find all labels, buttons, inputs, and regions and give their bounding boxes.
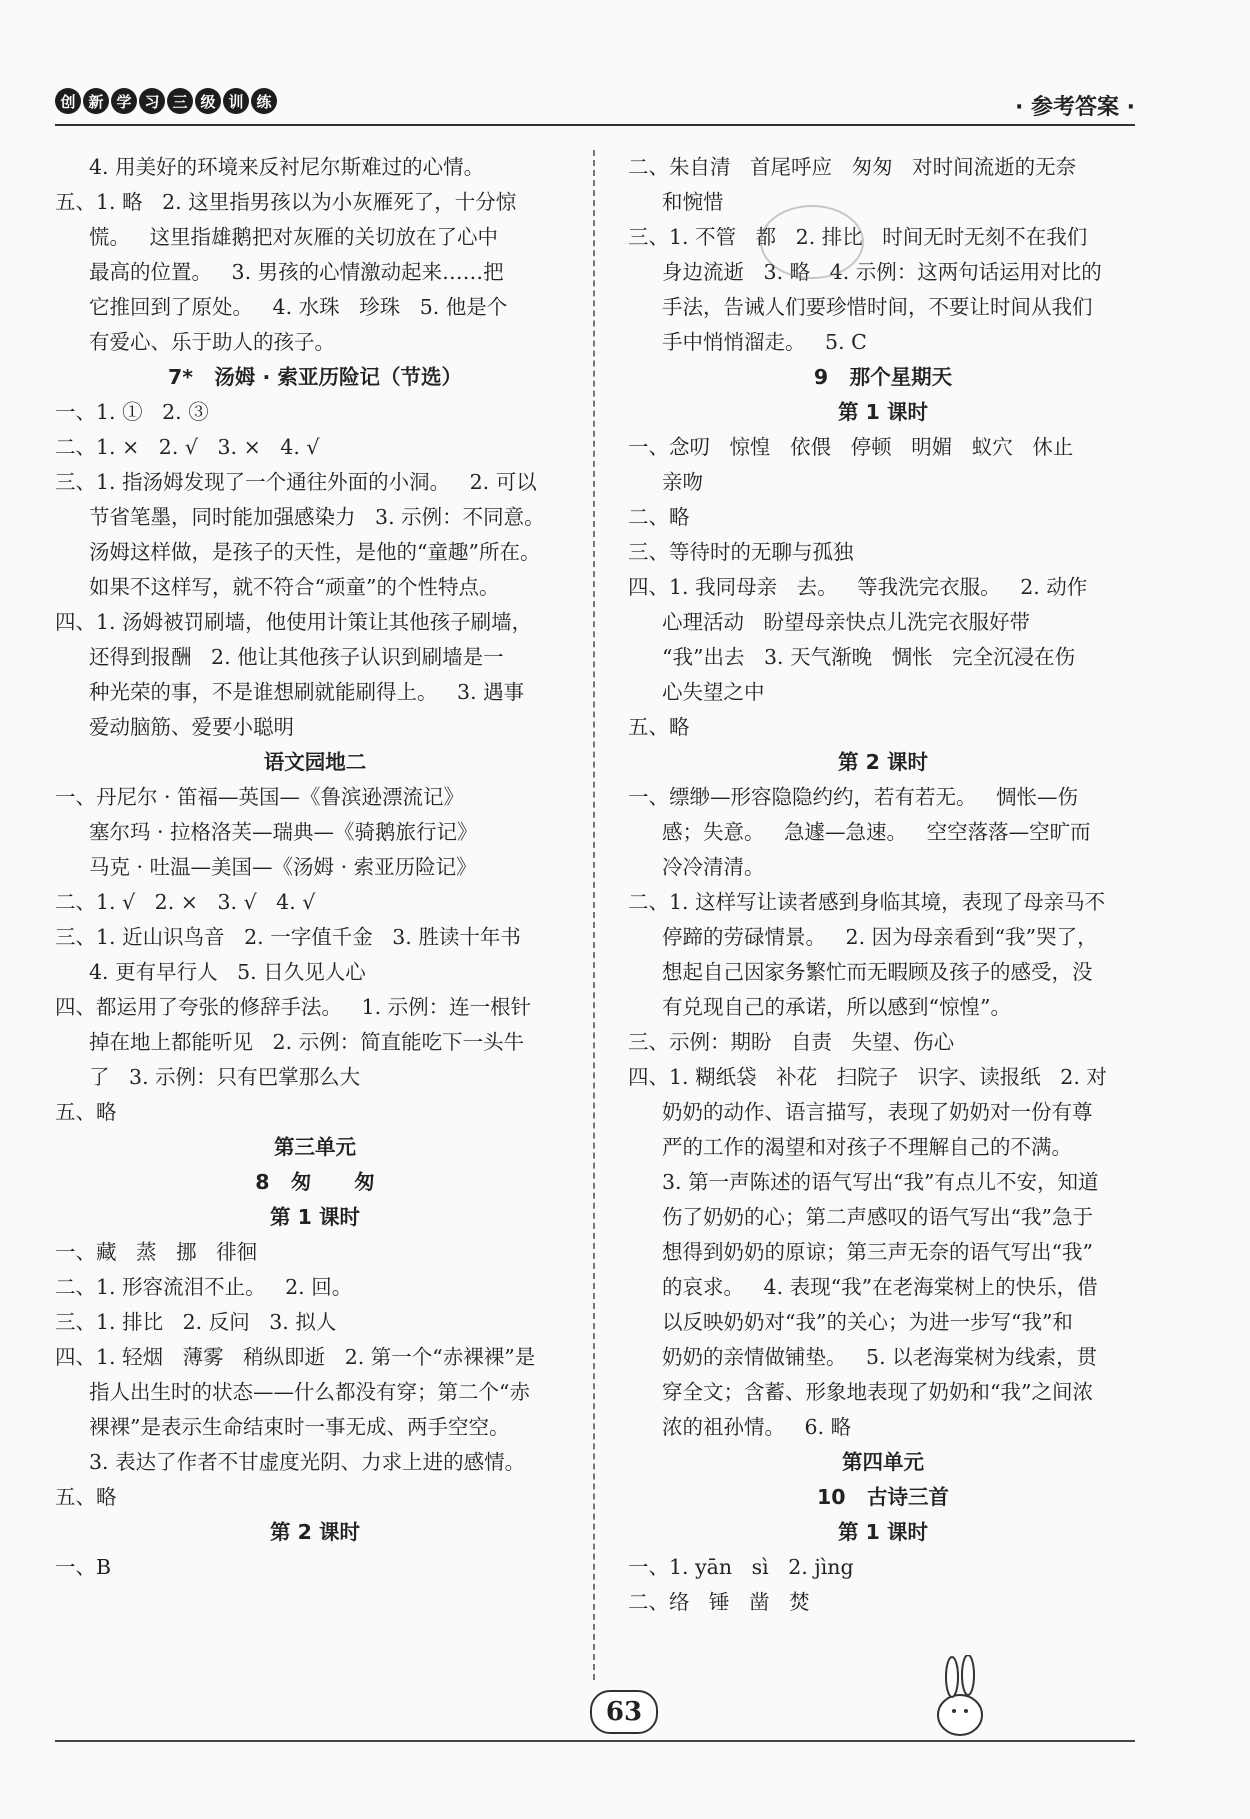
column-divider bbox=[593, 150, 595, 1680]
answer-line: 想起自己因家务繁忙而无暇顾及孩子的感受，没 bbox=[662, 960, 1093, 984]
answer-line: 二、1. × 2. √ 3. × 4. √ bbox=[55, 435, 320, 459]
brand-char: 三 bbox=[167, 88, 193, 114]
answer-line: 一、念叨 惊惶 依偎 停顿 明媚 蚁穴 休止 bbox=[628, 435, 1074, 459]
answer-line: 五、略 bbox=[55, 1100, 117, 1124]
answer-line: 最高的位置。 3. 男孩的心情激动起来……把 bbox=[89, 260, 504, 284]
answer-line: 身边流逝 3. 略 4. 示例：这两句话运用对比的 bbox=[662, 260, 1102, 284]
brand-char: 级 bbox=[195, 88, 221, 114]
answer-line: 一、B bbox=[55, 1555, 112, 1579]
answer-line: 以反映奶奶对“我”的关心；为进一步写“我”和 bbox=[662, 1310, 1073, 1334]
answer-line: 马克 · 吐温—美国—《汤姆 · 索亚历险记》 bbox=[89, 855, 477, 879]
answer-line: 一、丹尼尔 · 笛福—英国—《鲁滨逊漂流记》 bbox=[55, 785, 465, 809]
answer-line: 节省笔墨，同时能加强感染力 3. 示例：不同意。 bbox=[89, 505, 545, 529]
brand-char: 创 bbox=[55, 88, 81, 114]
header-rule bbox=[55, 124, 1135, 126]
answer-line: 3. 表达了作者不甘虚度光阴、力求上进的感情。 bbox=[89, 1450, 526, 1474]
answer-line: 手法，告诫人们要珍惜时间，不要让时间从我们 bbox=[662, 295, 1093, 319]
answer-line: 裸裸”是表示生命结束时一事无成、两手空空。 bbox=[89, 1415, 510, 1439]
answer-line: 二、1. √ 2. × 3. √ 4. √ bbox=[55, 890, 316, 914]
answer-line: 一、1. yān sì 2. jìng bbox=[628, 1555, 854, 1579]
answer-line: 五、略 bbox=[55, 1485, 117, 1509]
answer-line: 严的工作的渴望和对孩子不理解自己的不满。 bbox=[662, 1135, 1072, 1159]
answer-line: 三、1. 指汤姆发现了一个通往外面的小洞。 2. 可以 bbox=[55, 470, 537, 494]
answer-line: 二、朱自清 首尾呼应 匆匆 对时间流逝的无奈 bbox=[628, 155, 1077, 179]
answer-line: 四、都运用了夸张的修辞手法。 1. 示例：连一根针 bbox=[55, 995, 532, 1019]
answer-line: 有兑现自己的承诺，所以感到“惊惶”。 bbox=[662, 995, 1011, 1019]
answer-line: 四、1. 我同母亲 去。 等我洗完衣服。 2. 动作 bbox=[628, 575, 1088, 599]
answer-line: 二、络 锤 凿 焚 bbox=[628, 1590, 810, 1614]
answer-line: 停蹄的劳碌情景。 2. 因为母亲看到“我”哭了， bbox=[662, 925, 1098, 949]
brand-char: 新 bbox=[83, 88, 109, 114]
answer-line: 三、等待时的无聊与孤独 bbox=[628, 540, 854, 564]
answer-line: 二、1. 这样写让读者感到身临其境，表现了母亲马不 bbox=[628, 890, 1106, 914]
answer-line: 3. 第一声陈述的语气写出“我”有点儿不安，知道 bbox=[662, 1170, 1099, 1194]
answer-line: 它推回到了原处。 4. 水珠 珍珠 5. 他是个 bbox=[89, 295, 508, 319]
answer-line: 奶奶的亲情做铺垫。 5. 以老海棠树为线索，贯 bbox=[662, 1345, 1098, 1369]
answer-line: 五、略 bbox=[628, 715, 690, 739]
left-column bbox=[55, 150, 575, 1585]
page-header bbox=[55, 88, 1135, 122]
section-heading: 第 2 课时 bbox=[837, 750, 929, 774]
answer-line: 穿全文；含蓄、形象地表现了奶奶和“我”之间浓 bbox=[662, 1380, 1093, 1404]
section-heading: 7* 汤姆 · 索亚历险记（节选） bbox=[168, 365, 462, 389]
brand-char: 训 bbox=[223, 88, 249, 114]
answer-title: · 参考答案 · bbox=[1014, 95, 1135, 120]
answer-line: 心理活动 盼望母亲快点儿洗完衣服好带 bbox=[662, 610, 1031, 634]
answer-line: 四、1. 糊纸袋 补花 扫院子 识字、读报纸 2. 对 bbox=[628, 1065, 1107, 1089]
answer-line: 4. 更有早行人 5. 日久见人心 bbox=[89, 960, 366, 984]
section-heading: 第 1 课时 bbox=[837, 1520, 929, 1544]
answer-line: 的哀求。 4. 表现“我”在老海棠树上的快乐，借 bbox=[662, 1275, 1098, 1299]
answer-line: “我”出去 3. 天气渐晚 惆怅 完全沉浸在伤 bbox=[662, 645, 1076, 669]
answer-line: 爱动脑筋、爱要小聪明 bbox=[89, 715, 294, 739]
answer-line: 指人出生时的状态——什么都没有穿；第二个“赤 bbox=[89, 1380, 530, 1404]
brand-logo bbox=[55, 88, 277, 114]
section-heading: 9 那个星期天 bbox=[813, 365, 953, 389]
answer-line: 二、1. 形容流泪不止。 2. 回。 bbox=[55, 1275, 353, 1299]
brand-char: 练 bbox=[251, 88, 277, 114]
answer-line: 四、1. 汤姆被罚刷墙，他使用计策让其他孩子刷墙， bbox=[55, 610, 533, 634]
answer-line: 掉在地上都能听见 2. 示例：简直能吃下一头牛 bbox=[89, 1030, 525, 1054]
answer-line: 一、1. ① 2. ③ bbox=[55, 400, 209, 424]
answer-line: 4. 用美好的环境来反衬尼尔斯难过的心情。 bbox=[89, 155, 485, 179]
answer-line: 冷冷清清。 bbox=[662, 855, 765, 879]
homework-stamp bbox=[760, 205, 864, 279]
answer-line: 感；失意。 急遽—急速。 空空落落—空旷而 bbox=[662, 820, 1091, 844]
section-heading: 第 1 课时 bbox=[837, 400, 929, 424]
answer-line: 三、示例：期盼 自责 失望、伤心 bbox=[628, 1030, 955, 1054]
answer-line: 了 3. 示例：只有巴掌那么大 bbox=[89, 1065, 361, 1089]
page-number: 63 bbox=[590, 1690, 658, 1734]
answer-line: 慌。 这里指雄鹅把对灰雁的关切放在了心中 bbox=[89, 225, 499, 249]
brand-char: 习 bbox=[139, 88, 165, 114]
section-heading: 8 匆 匆 bbox=[255, 1170, 375, 1194]
section-heading: 语文园地二 bbox=[263, 750, 367, 774]
answer-line: 塞尔玛 · 拉格洛芙—瑞典—《骑鹅旅行记》 bbox=[89, 820, 478, 844]
answer-line: 心失望之中 bbox=[662, 680, 765, 704]
section-heading: 第三单元 bbox=[274, 1135, 356, 1159]
answer-line: 浓的祖孙情。 6. 略 bbox=[662, 1415, 852, 1439]
answer-line: 伤了奶奶的心；第二声感叹的语气写出“我”急于 bbox=[662, 1205, 1093, 1229]
answer-line: 一、缥缈—形容隐隐约约，若有若无。 惆怅—伤 bbox=[628, 785, 1079, 809]
section-heading: 第 2 课时 bbox=[269, 1520, 361, 1544]
answer-line: 想得到奶奶的原谅；第三声无奈的语气写出“我” bbox=[662, 1240, 1093, 1264]
answer-line: 还得到报酬 2. 他让其他孩子认识到刷墙是一 bbox=[89, 645, 504, 669]
brand-char: 学 bbox=[111, 88, 137, 114]
answer-line: 手中悄悄溜走。 5. C bbox=[662, 330, 867, 354]
answer-line: 亲吻 bbox=[662, 470, 703, 494]
answer-line: 三、1. 排比 2. 反问 3. 拟人 bbox=[55, 1310, 337, 1334]
answer-line: 和惋惜 bbox=[662, 190, 724, 214]
section-heading: 第四单元 bbox=[842, 1450, 924, 1474]
right-column bbox=[628, 150, 1138, 1620]
section-heading: 10 古诗三首 bbox=[817, 1485, 949, 1509]
answer-line: 如果不这样写，就不符合“顽童”的个性特点。 bbox=[89, 575, 500, 599]
answer-line: 三、1. 不管 都 2. 排比 时间无时无刻不在我们 bbox=[628, 225, 1088, 249]
answer-line: 三、1. 近山识鸟音 2. 一字值千金 3. 胜读十年书 bbox=[55, 925, 521, 949]
section-heading: 第 1 课时 bbox=[269, 1205, 361, 1229]
answer-line: 种光荣的事，不是谁想刷就能刷得上。 3. 遇事 bbox=[89, 680, 525, 704]
answer-line: 五、1. 略 2. 这里指男孩以为小灰雁死了，十分惊 bbox=[55, 190, 517, 214]
answer-line: 一、藏 蒸 挪 徘徊 bbox=[55, 1240, 258, 1264]
answer-line: 汤姆这样做，是孩子的天性，是他的“童趣”所在。 bbox=[89, 540, 541, 564]
answer-line: 四、1. 轻烟 薄雾 稍纵即逝 2. 第一个“赤裸裸”是 bbox=[55, 1345, 536, 1369]
answer-line: 有爱心、乐于助人的孩子。 bbox=[89, 330, 335, 354]
answer-line: 二、略 bbox=[628, 505, 690, 529]
answer-line: 奶奶的动作、语言描写，表现了奶奶对一份有尊 bbox=[662, 1100, 1093, 1124]
rabbit-icon bbox=[920, 1655, 1020, 1745]
